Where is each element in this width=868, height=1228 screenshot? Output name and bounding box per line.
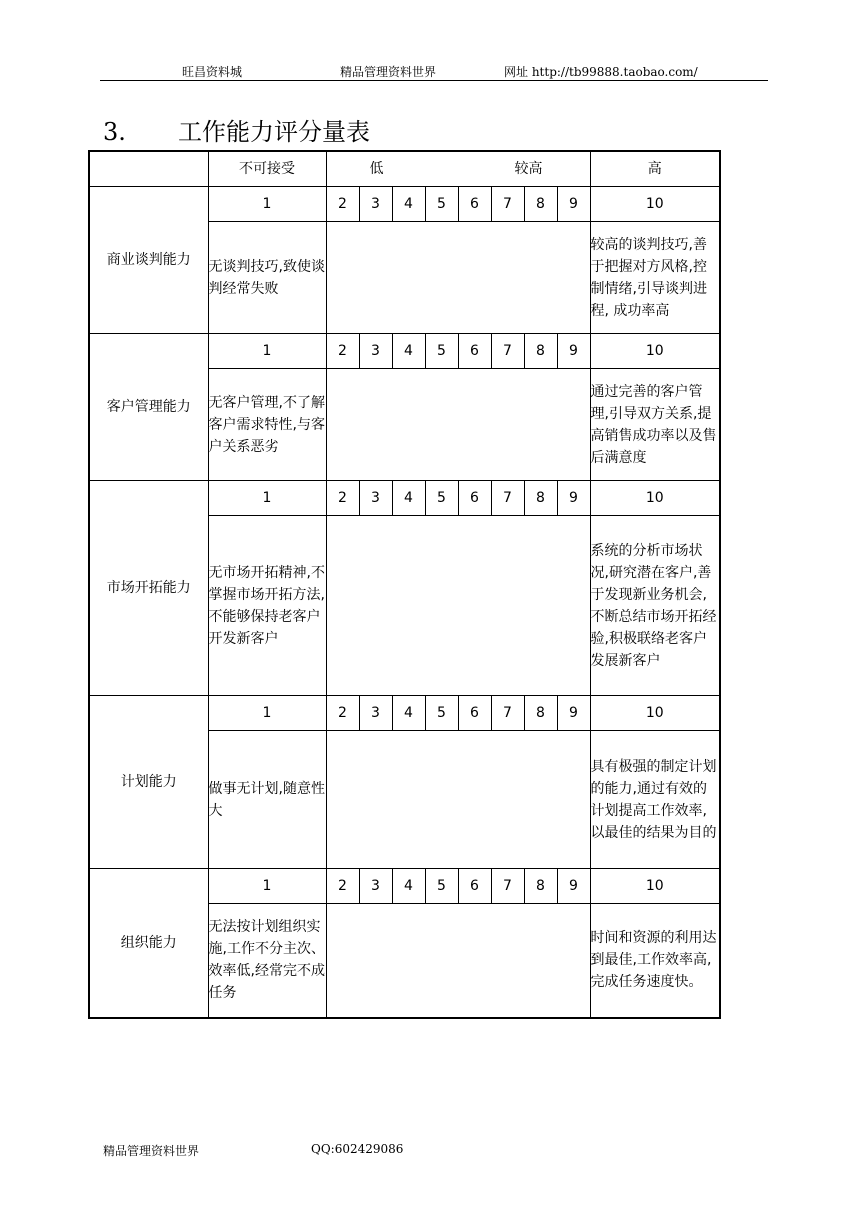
score-3: 3	[359, 869, 392, 904]
section-title: 工作能力评分量表	[178, 118, 370, 146]
score-10: 10	[590, 334, 720, 369]
score-10: 10	[590, 869, 720, 904]
score-row	[89, 869, 720, 904]
score-9: 9	[557, 481, 590, 516]
category-label: 商业谈判能力	[89, 187, 208, 334]
score-6: 6	[458, 334, 491, 369]
score-6: 6	[458, 481, 491, 516]
score-6: 6	[458, 187, 491, 222]
score-8: 8	[524, 334, 557, 369]
low-description: 无客户管理,不了解客户需求特性,与客户关系恶劣	[208, 369, 326, 481]
score-6: 6	[458, 696, 491, 731]
category-label: 市场开拓能力	[89, 481, 208, 696]
score-10: 10	[590, 187, 720, 222]
header-site-name: 旺昌资料城	[182, 65, 243, 79]
score-4: 4	[392, 481, 425, 516]
score-10: 10	[590, 481, 720, 516]
category-label: 客户管理能力	[89, 334, 208, 481]
section-number: 3.	[103, 118, 126, 146]
score-1: 1	[208, 481, 326, 516]
score-8: 8	[524, 187, 557, 222]
score-3: 3	[359, 481, 392, 516]
score-5: 5	[425, 696, 458, 731]
score-7: 7	[491, 869, 524, 904]
page-footer	[103, 1142, 404, 1159]
high-description: 通过完善的客户管理,引导双方关系,提高销售成功率以及售后满意度	[590, 369, 720, 481]
high-description: 具有极强的制定计划的能力,通过有效的计划提高工作效率,以最佳的结果为目的	[590, 731, 720, 869]
score-4: 4	[392, 334, 425, 369]
score-2: 2	[326, 187, 359, 222]
score-7: 7	[491, 334, 524, 369]
low-description: 无谈判技巧,致使谈判经常失败	[208, 222, 326, 334]
score-2: 2	[326, 696, 359, 731]
header-low-to-higher	[326, 151, 590, 187]
score-5: 5	[425, 187, 458, 222]
low-description: 无法按计划组织实施,工作不分主次、效率低,经常完不成任务	[208, 904, 326, 1018]
low-description: 做事无计划,随意性大	[208, 731, 326, 869]
high-description: 时间和资源的利用达到最佳,工作效率高,完成任务速度快。	[590, 904, 720, 1018]
page-header	[100, 62, 768, 81]
score-5: 5	[425, 869, 458, 904]
header-tagline: 精品管理资料世界	[340, 65, 437, 79]
score-row	[89, 696, 720, 731]
middle-empty-cell	[326, 369, 590, 481]
category-label: 组织能力	[89, 869, 208, 1018]
score-6: 6	[458, 869, 491, 904]
score-5: 5	[425, 334, 458, 369]
category-label: 计划能力	[89, 696, 208, 869]
score-2: 2	[326, 481, 359, 516]
score-9: 9	[557, 187, 590, 222]
score-3: 3	[359, 696, 392, 731]
header-higher: 较高	[514, 161, 543, 177]
score-2: 2	[326, 334, 359, 369]
header-empty-cell	[89, 151, 208, 187]
high-description: 较高的谈判技巧,善于把握对方风格,控制情绪,引导谈判进程, 成功率高	[590, 222, 720, 334]
score-8: 8	[524, 869, 557, 904]
score-1: 1	[208, 187, 326, 222]
score-2: 2	[326, 869, 359, 904]
score-8: 8	[524, 696, 557, 731]
low-description: 无市场开拓精神,不掌握市场开拓方法,不能够保持老客户开发新客户	[208, 516, 326, 696]
middle-empty-cell	[326, 516, 590, 696]
header-high: 高	[590, 151, 720, 187]
score-1: 1	[208, 696, 326, 731]
footer-qq: QQ:602429086	[311, 1142, 404, 1156]
score-row	[89, 481, 720, 516]
score-7: 7	[491, 481, 524, 516]
score-5: 5	[425, 481, 458, 516]
header-url: 网址 http://tb99888.taobao.com/	[504, 65, 698, 79]
score-3: 3	[359, 187, 392, 222]
header-low: 低	[369, 161, 384, 177]
high-description: 系统的分析市场状况,研究潜在客户,善于发现新业务机会,不断总结市场开拓经验,积极联络老客户发展新客户	[590, 516, 720, 696]
score-7: 7	[491, 187, 524, 222]
score-1: 1	[208, 869, 326, 904]
score-9: 9	[557, 869, 590, 904]
middle-empty-cell	[326, 904, 590, 1018]
score-10: 10	[590, 696, 720, 731]
page-title	[103, 112, 370, 147]
score-4: 4	[392, 869, 425, 904]
score-row	[89, 334, 720, 369]
score-4: 4	[392, 696, 425, 731]
header-unacceptable: 不可接受	[208, 151, 326, 187]
rating-table	[88, 150, 721, 1019]
score-4: 4	[392, 187, 425, 222]
middle-empty-cell	[326, 731, 590, 869]
score-9: 9	[557, 334, 590, 369]
score-8: 8	[524, 481, 557, 516]
middle-empty-cell	[326, 222, 590, 334]
score-row	[89, 187, 720, 222]
footer-site-name: 精品管理资料世界	[103, 1144, 200, 1158]
score-9: 9	[557, 696, 590, 731]
score-1: 1	[208, 334, 326, 369]
score-7: 7	[491, 696, 524, 731]
table-header-row	[89, 151, 720, 187]
score-3: 3	[359, 334, 392, 369]
